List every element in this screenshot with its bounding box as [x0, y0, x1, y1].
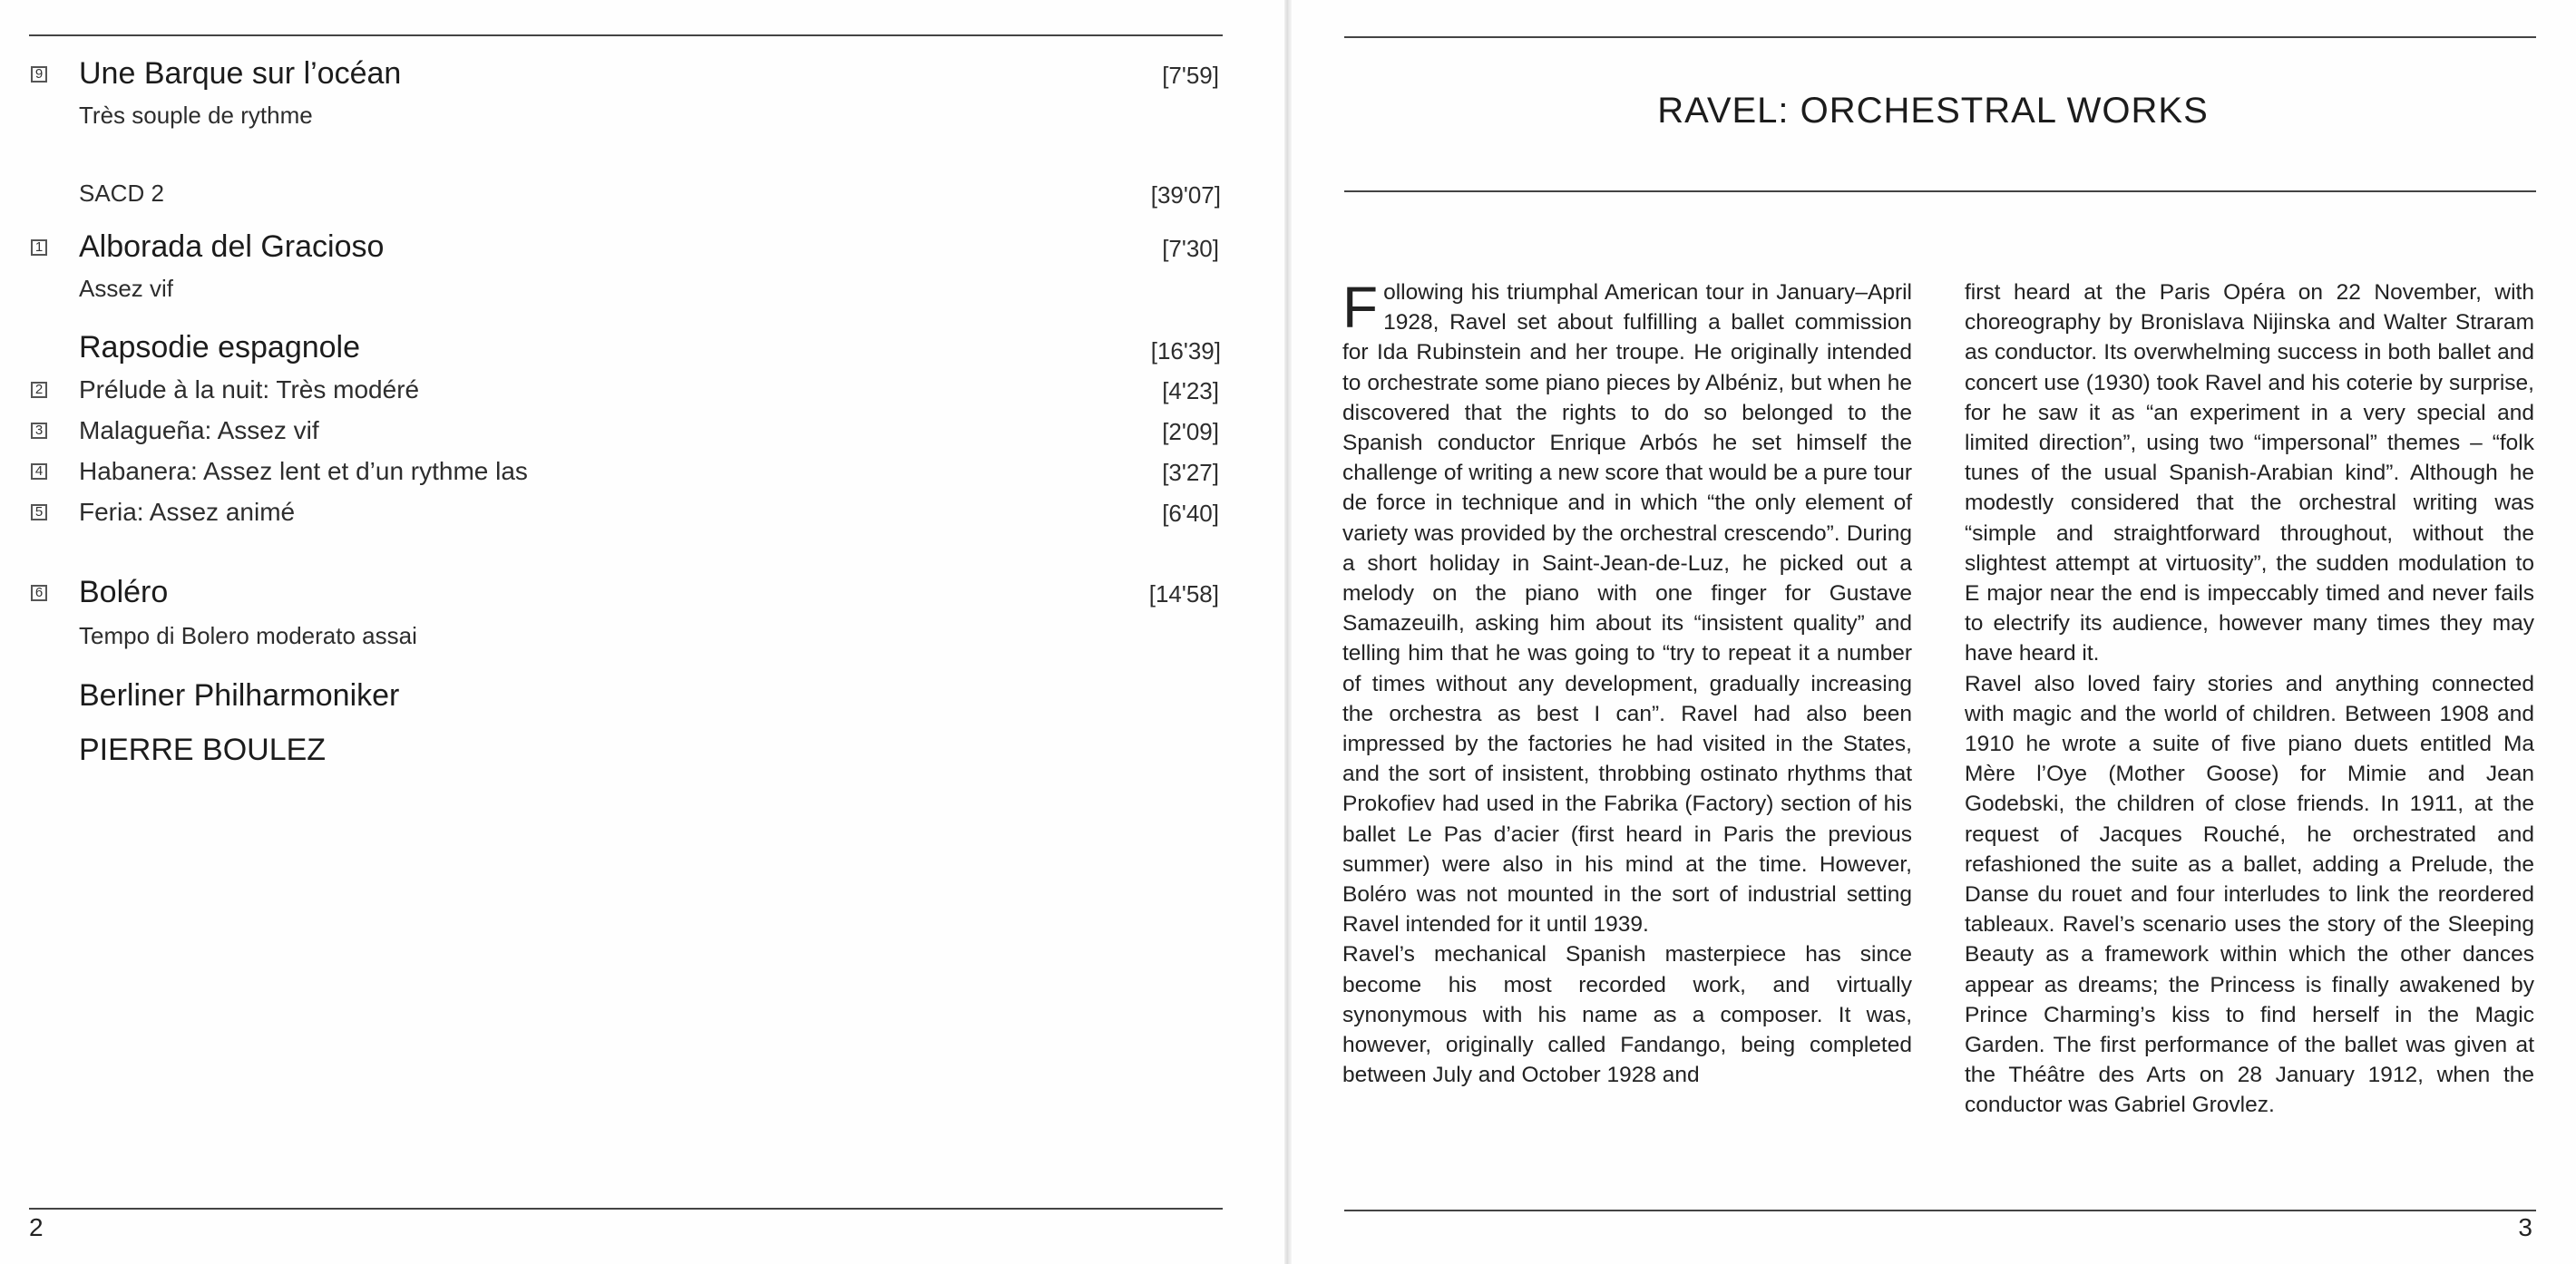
- movement-duration: [6'40]: [1162, 500, 1219, 527]
- paragraph: first heard at the Paris Opéra on 22 November, with choreography by Bronislava Nijinska and Walter Straram as conductor. Its overwhelming success in both ballet and concert use (1930) took Ravel and his coterie by surprise, for he saw it as “an experiment in a very special and limited direction”, using two “impersonal” themes – “folk tunes of the usual Spanish-Arabian kind”. Although he modestly considered that the orchestral writing was “simple and straightforward throughout, without the slightest attempt at virtuosity”, the sudden modulation to E major near the end is impeccably timed and never fails to electrify its audience, however many times they may have heard it.: [1965, 280, 2534, 666]
- work-title: Rapsodie espagnole: [79, 330, 361, 365]
- movement-duration: [4'23]: [1162, 377, 1219, 404]
- text-column-1: [1342, 277, 1912, 1090]
- movement-row: [31, 455, 1219, 488]
- page-number-left: 2: [29, 1213, 44, 1241]
- track-subtitle: Très souple de rythme: [79, 102, 313, 129]
- track-title: Une Barque sur l’océan: [79, 56, 402, 91]
- track-number-box: 4: [31, 463, 47, 480]
- movement-title: Prélude à la nuit: Très modéré: [79, 375, 420, 404]
- disc-duration: [39'07]: [1150, 181, 1221, 209]
- page-number-right: 3: [2518, 1213, 2532, 1241]
- track-title: Alborada del Gracioso: [79, 229, 385, 264]
- movement-title: Habanera: Assez lent et d’un rythme las: [79, 457, 528, 485]
- track-number-box: 9: [31, 66, 47, 83]
- track-title: Boléro: [79, 575, 169, 609]
- track-duration: [7'59]: [1162, 62, 1219, 89]
- paragraph: Ravel’s mechanical Spanish masterpiece has since become his most recorded work, and virtually synonymous with his name as a composer. It was, however, originally called Fandango, being completed between July and October 1928 and: [1342, 942, 1912, 1088]
- conductor-name: PIERRE BOULEZ: [79, 733, 327, 767]
- track-number-box: 1: [31, 239, 47, 256]
- drop-cap: F: [1342, 275, 1379, 340]
- movement-title: Malagueña: Assez vif: [79, 416, 319, 444]
- track-row: [31, 229, 1219, 266]
- disc-label: SACD 2: [79, 180, 164, 207]
- paragraph: Ravel also loved fairy stories and anything connected with magic and the world of children. Between 1908 and 1910 he wrote a suite of five piano duets entitled Ma Mère l’Oye (Mother Goose) for Mimie and Jean Godebski, the children of close friends. In 1911, at the request of Jacques Rouché, he orchestrated and refashioned the suite as a ballet, adding a Prelude, the Danse du rouet and four interludes to link the reordered tableaux. Ravel’s scenario uses the story of the Sleeping Beauty as a framework within which the other dances appear as dreams; the Princess is finally awakened by Prince Charming’s kiss to find herself in the Magic Garden. The first performance of the ballet was given at the Théâtre des Arts on 28 January 1912, when the conductor was Gabriel Grovlez.: [1965, 671, 2534, 1118]
- movement-duration: [3'27]: [1162, 459, 1219, 486]
- movement-row: [31, 414, 1219, 447]
- track-subtitle: Assez vif: [79, 275, 174, 302]
- work-duration: [16'39]: [1150, 337, 1221, 365]
- track-row: [31, 575, 1219, 611]
- track-row: [31, 56, 1219, 92]
- movement-duration: [2'09]: [1162, 418, 1219, 445]
- text-column-2: [1965, 277, 2534, 1121]
- track-subtitle: Tempo di Bolero moderato assai: [79, 622, 417, 649]
- page-heading: RAVEL: ORCHESTRAL WORKS: [1657, 91, 2209, 131]
- book-gutter: [1284, 0, 1292, 1264]
- right-heading-rule: [1344, 190, 2536, 192]
- paragraph: [1342, 277, 1912, 939]
- left-bottom-rule: [29, 1208, 1223, 1210]
- orchestra-name: Berliner Philharmoniker: [79, 678, 400, 713]
- track-duration: [7'30]: [1162, 235, 1219, 262]
- movement-title: Feria: Assez animé: [79, 498, 296, 526]
- left-top-rule: [29, 34, 1223, 36]
- right-bottom-rule: [1344, 1210, 2536, 1211]
- track-number-box: 5: [31, 504, 47, 520]
- track-number-box: 3: [31, 423, 47, 439]
- track-duration: [14'58]: [1148, 580, 1219, 608]
- right-top-rule: [1344, 36, 2536, 38]
- track-number-box: 2: [31, 382, 47, 398]
- movement-row: [31, 374, 1219, 406]
- movement-row: [31, 496, 1219, 529]
- track-number-box: 6: [31, 585, 47, 601]
- paragraph-text: ollowing his triumphal American tour in January–April 1928, Ravel set about fulfilling a ballet commission for Ida Rubinstein and her troupe. He originally intended to orchestrate some piano pieces by Albéniz, but when he discovered that the rights to do so belonged to the Spanish conductor Enrique Arbós he set himself the challenge of writing a new score that would be a pure tour de force in technique and in which “the only element of variety was provided by the orchestral crescendo”. During a short holiday in Saint-Jean-de-Luz, he picked out a melody on the piano with one finger for Gustave Samazeuilh, asking him about its “insistent quality” and telling him that he was going to “try to repeat it a number of times without any development, gradually increasing the orchestra as best I can”. Ravel had also been impressed by the factories he had visited in the States, and the sort of insistent, throbbing ostinato rhythms that Prokofiev had used in the Fabrika (Factory) section of his ballet Le Pas d’acier (first heard in Paris the previous summer) were also in his mind at the time. However, Boléro was not mounted in the sort of industrial setting Ravel intended for it until 1939.: [1342, 280, 1912, 938]
